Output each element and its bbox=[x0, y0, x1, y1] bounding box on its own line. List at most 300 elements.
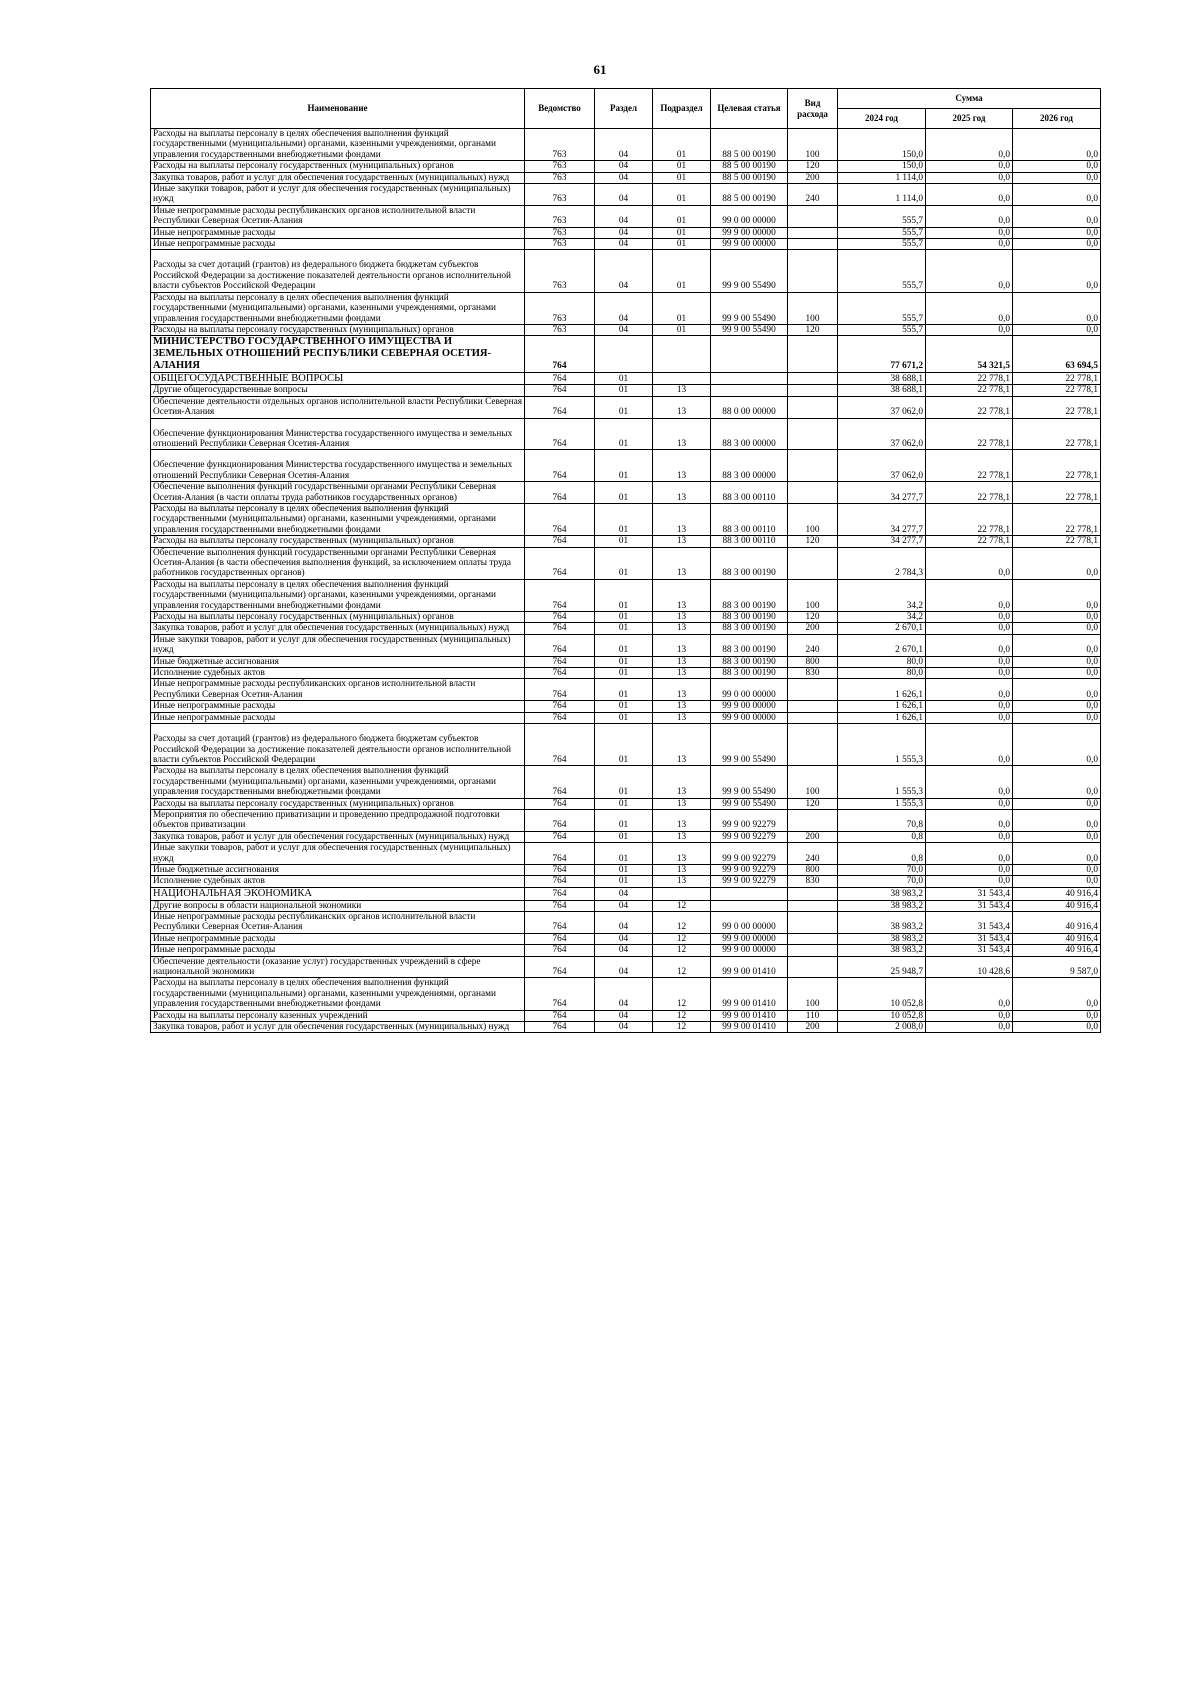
cell-vid bbox=[788, 239, 838, 250]
cell-sum-2024: 2 670,1 bbox=[838, 623, 926, 634]
cell-sum-2025: 0,0 bbox=[926, 324, 1013, 335]
cell-vedomstvo: 764 bbox=[525, 978, 595, 1010]
cell-vid bbox=[788, 887, 838, 900]
cell-tselevaya: 99 9 00 55490 bbox=[711, 724, 788, 766]
cell-razdel: 01 bbox=[595, 712, 653, 723]
cell-sum-2025: 0,0 bbox=[926, 668, 1013, 679]
cell-podrazdel: 13 bbox=[653, 724, 711, 766]
cell-razdel: 01 bbox=[595, 503, 653, 535]
cell-tselevaya: 88 3 00 00190 bbox=[711, 668, 788, 679]
cell-vid bbox=[788, 724, 838, 766]
cell-podrazdel bbox=[653, 887, 711, 900]
cell-sum-2026: 0,0 bbox=[1013, 292, 1101, 324]
cell-razdel: 04 bbox=[595, 978, 653, 1010]
cell-sum-2025: 0,0 bbox=[926, 227, 1013, 238]
cell-podrazdel: 01 bbox=[653, 292, 711, 324]
table-row bbox=[151, 712, 1101, 723]
cell-tselevaya: 99 9 00 00000 bbox=[711, 945, 788, 956]
cell-vedomstvo: 764 bbox=[525, 372, 595, 385]
cell-name: Исполнение судебных актов bbox=[151, 668, 525, 679]
col-2026: 2026 год bbox=[1013, 109, 1101, 129]
cell-vid: 100 bbox=[788, 766, 838, 798]
table-row bbox=[151, 239, 1101, 250]
cell-vid bbox=[788, 336, 838, 372]
cell-tselevaya: 88 3 00 00190 bbox=[711, 612, 788, 623]
cell-podrazdel: 01 bbox=[653, 184, 711, 206]
cell-sum-2024: 80,0 bbox=[838, 656, 926, 667]
cell-vedomstvo: 763 bbox=[525, 239, 595, 250]
cell-sum-2024: 1 626,1 bbox=[838, 701, 926, 712]
cell-vid bbox=[788, 809, 838, 831]
cell-podrazdel: 13 bbox=[653, 482, 711, 504]
cell-sum-2026: 22 778,1 bbox=[1013, 503, 1101, 535]
cell-sum-2026: 0,0 bbox=[1013, 656, 1101, 667]
cell-vedomstvo: 764 bbox=[525, 956, 595, 978]
cell-razdel: 01 bbox=[595, 701, 653, 712]
cell-sum-2025: 0,0 bbox=[926, 623, 1013, 634]
cell-sum-2024: 10 052,8 bbox=[838, 1010, 926, 1021]
cell-name: Расходы на выплаты персоналу государственных (муниципальных) органов bbox=[151, 324, 525, 335]
cell-tselevaya: 88 3 00 00000 bbox=[711, 450, 788, 482]
cell-tselevaya: 99 9 00 55490 bbox=[711, 292, 788, 324]
cell-name: ОБЩЕГОСУДАРСТВЕННЫЕ ВОПРОСЫ bbox=[151, 372, 525, 385]
cell-sum-2024: 37 062,0 bbox=[838, 396, 926, 418]
cell-razdel: 04 bbox=[595, 1022, 653, 1033]
cell-name: Иные закупки товаров, работ и услуг для обеспечения государственных (муниципальных) нужд bbox=[151, 184, 525, 206]
cell-razdel: 01 bbox=[595, 656, 653, 667]
cell-sum-2024: 555,7 bbox=[838, 227, 926, 238]
cell-name: Другие вопросы в области национальной экономики bbox=[151, 900, 525, 911]
col-vid: Вид расхода bbox=[788, 89, 838, 129]
cell-razdel: 01 bbox=[595, 809, 653, 831]
cell-vedomstvo: 763 bbox=[525, 172, 595, 183]
cell-sum-2026: 0,0 bbox=[1013, 239, 1101, 250]
cell-podrazdel: 01 bbox=[653, 129, 711, 161]
cell-sum-2024: 555,7 bbox=[838, 205, 926, 227]
cell-vid: 200 bbox=[788, 172, 838, 183]
cell-tselevaya: 88 3 00 00190 bbox=[711, 547, 788, 579]
cell-vedomstvo: 764 bbox=[525, 668, 595, 679]
cell-sum-2025: 0,0 bbox=[926, 1022, 1013, 1033]
table-row bbox=[151, 843, 1101, 865]
cell-vedomstvo: 764 bbox=[525, 679, 595, 701]
cell-vedomstvo: 764 bbox=[525, 656, 595, 667]
cell-razdel: 01 bbox=[595, 418, 653, 450]
cell-name: Обеспечение выполнения функций государственными органами Республики Северная Осетия-Алания (в части оплаты труда работников государственных органов) bbox=[151, 482, 525, 504]
page-number: 61 bbox=[593, 62, 607, 77]
cell-vid bbox=[788, 205, 838, 227]
cell-sum-2025: 31 543,4 bbox=[926, 945, 1013, 956]
cell-vedomstvo: 764 bbox=[525, 864, 595, 875]
cell-vid bbox=[788, 450, 838, 482]
cell-tselevaya: 99 9 00 55490 bbox=[711, 798, 788, 809]
cell-razdel: 01 bbox=[595, 482, 653, 504]
cell-sum-2026: 0,0 bbox=[1013, 205, 1101, 227]
cell-sum-2026: 40 916,4 bbox=[1013, 945, 1101, 956]
cell-sum-2025: 0,0 bbox=[926, 579, 1013, 611]
cell-sum-2024: 70,0 bbox=[838, 864, 926, 875]
cell-vedomstvo: 764 bbox=[525, 503, 595, 535]
col-vedomstvo: Ведомство bbox=[525, 89, 595, 129]
cell-vid bbox=[788, 385, 838, 396]
cell-podrazdel: 12 bbox=[653, 945, 711, 956]
cell-tselevaya: 99 9 00 55490 bbox=[711, 324, 788, 335]
cell-vid bbox=[788, 701, 838, 712]
cell-name: Расходы на выплаты персоналу в целях обеспечения выполнения функций государственными (муниципальными) органами, казенными учреждениями, органами управления государственными внебюджетными фондами bbox=[151, 129, 525, 161]
cell-vid bbox=[788, 956, 838, 978]
col-podrazdel: Подраздел bbox=[653, 89, 711, 129]
cell-podrazdel: 01 bbox=[653, 161, 711, 172]
cell-podrazdel: 13 bbox=[653, 579, 711, 611]
cell-vid: 240 bbox=[788, 843, 838, 865]
cell-sum-2024: 34,2 bbox=[838, 612, 926, 623]
cell-name: Расходы на выплаты персоналу в целях обеспечения выполнения функций государственными (муниципальными) органами, казенными учреждениями, органами управления государственными внебюджетными фондами bbox=[151, 978, 525, 1010]
col-2024: 2024 год bbox=[838, 109, 926, 129]
table-row bbox=[151, 668, 1101, 679]
cell-vedomstvo: 764 bbox=[525, 809, 595, 831]
cell-razdel: 04 bbox=[595, 1010, 653, 1021]
cell-name: Обеспечение деятельности отдельных органов исполнительной власти Республики Северная Осетия-Алания bbox=[151, 396, 525, 418]
cell-sum-2024: 37 062,0 bbox=[838, 418, 926, 450]
cell-sum-2025: 0,0 bbox=[926, 843, 1013, 865]
cell-sum-2025: 22 778,1 bbox=[926, 396, 1013, 418]
cell-tselevaya: 99 9 00 92279 bbox=[711, 864, 788, 875]
cell-tselevaya bbox=[711, 887, 788, 900]
cell-sum-2024: 1 555,3 bbox=[838, 724, 926, 766]
cell-podrazdel: 13 bbox=[653, 809, 711, 831]
cell-sum-2025: 0,0 bbox=[926, 184, 1013, 206]
cell-vid: 800 bbox=[788, 656, 838, 667]
table-row bbox=[151, 623, 1101, 634]
cell-vid: 100 bbox=[788, 978, 838, 1010]
cell-sum-2024: 34 277,7 bbox=[838, 482, 926, 504]
cell-razdel: 01 bbox=[595, 724, 653, 766]
cell-sum-2024: 1 555,3 bbox=[838, 766, 926, 798]
cell-razdel: 01 bbox=[595, 831, 653, 842]
cell-podrazdel: 12 bbox=[653, 933, 711, 944]
cell-vedomstvo: 764 bbox=[525, 634, 595, 656]
table-row bbox=[151, 129, 1101, 161]
cell-sum-2026: 0,0 bbox=[1013, 161, 1101, 172]
cell-vid bbox=[788, 933, 838, 944]
cell-podrazdel: 13 bbox=[653, 623, 711, 634]
cell-tselevaya: 88 5 00 00190 bbox=[711, 129, 788, 161]
cell-vedomstvo: 763 bbox=[525, 324, 595, 335]
cell-sum-2024: 38 983,2 bbox=[838, 911, 926, 933]
cell-sum-2024: 38 688,1 bbox=[838, 385, 926, 396]
cell-razdel: 04 bbox=[595, 250, 653, 292]
table-row bbox=[151, 336, 1101, 372]
cell-sum-2025: 54 321,5 bbox=[926, 336, 1013, 372]
cell-name: Расходы на выплаты персоналу в целях обеспечения выполнения функций государственными (муниципальными) органами, казенными учреждениями, органами управления государственными внебюджетными фондами bbox=[151, 766, 525, 798]
cell-sum-2026: 0,0 bbox=[1013, 843, 1101, 865]
cell-razdel: 04 bbox=[595, 933, 653, 944]
table-row bbox=[151, 887, 1101, 900]
cell-vid bbox=[788, 250, 838, 292]
cell-sum-2024: 1 626,1 bbox=[838, 679, 926, 701]
cell-tselevaya: 99 9 00 00000 bbox=[711, 227, 788, 238]
cell-sum-2026: 0,0 bbox=[1013, 809, 1101, 831]
cell-razdel: 01 bbox=[595, 547, 653, 579]
cell-tselevaya: 88 3 00 00110 bbox=[711, 536, 788, 547]
cell-tselevaya: 99 9 00 92279 bbox=[711, 809, 788, 831]
cell-vid bbox=[788, 482, 838, 504]
cell-name: Иные непрограммные расходы bbox=[151, 712, 525, 723]
cell-sum-2024: 34 277,7 bbox=[838, 503, 926, 535]
cell-sum-2025: 22 778,1 bbox=[926, 418, 1013, 450]
cell-tselevaya: 88 5 00 00190 bbox=[711, 184, 788, 206]
cell-sum-2026: 22 778,1 bbox=[1013, 482, 1101, 504]
cell-razdel: 04 bbox=[595, 227, 653, 238]
cell-podrazdel: 01 bbox=[653, 324, 711, 335]
cell-vid: 100 bbox=[788, 129, 838, 161]
cell-name: Иные непрограммные расходы bbox=[151, 945, 525, 956]
cell-sum-2024: 555,7 bbox=[838, 239, 926, 250]
cell-name: Расходы на выплаты персоналу в целях обеспечения выполнения функций государственными (муниципальными) органами, казенными учреждениями, органами управления государственными внебюджетными фондами bbox=[151, 579, 525, 611]
cell-name: НАЦИОНАЛЬНАЯ ЭКОНОМИКА bbox=[151, 887, 525, 900]
cell-sum-2026: 0,0 bbox=[1013, 679, 1101, 701]
cell-sum-2026: 0,0 bbox=[1013, 129, 1101, 161]
cell-sum-2024: 25 948,7 bbox=[838, 956, 926, 978]
cell-sum-2026: 0,0 bbox=[1013, 172, 1101, 183]
cell-vedomstvo: 764 bbox=[525, 536, 595, 547]
cell-sum-2024: 2 670,1 bbox=[838, 634, 926, 656]
cell-tselevaya: 88 0 00 00000 bbox=[711, 396, 788, 418]
cell-sum-2025: 0,0 bbox=[926, 831, 1013, 842]
cell-podrazdel: 13 bbox=[653, 701, 711, 712]
cell-name: Иные непрограммные расходы республиканских органов исполнительной власти Республики Северная Осетия-Алания bbox=[151, 205, 525, 227]
cell-name: Мероприятия по обеспечению приватизации и проведению предпродажной подготовки объектов приватизации bbox=[151, 809, 525, 831]
cell-sum-2025: 0,0 bbox=[926, 656, 1013, 667]
cell-podrazdel: 13 bbox=[653, 831, 711, 842]
cell-sum-2025: 22 778,1 bbox=[926, 482, 1013, 504]
cell-name: Обеспечение функционирования Министерства государственного имущества и земельных отношений Республики Северная Осетия-Алания bbox=[151, 450, 525, 482]
cell-razdel: 01 bbox=[595, 385, 653, 396]
cell-vedomstvo: 764 bbox=[525, 701, 595, 712]
cell-sum-2026: 0,0 bbox=[1013, 701, 1101, 712]
cell-sum-2026: 22 778,1 bbox=[1013, 418, 1101, 450]
col-tselevaya: Целевая статья bbox=[711, 89, 788, 129]
cell-vid: 120 bbox=[788, 798, 838, 809]
cell-podrazdel bbox=[653, 336, 711, 372]
cell-vid: 100 bbox=[788, 292, 838, 324]
cell-sum-2025: 0,0 bbox=[926, 1010, 1013, 1021]
cell-sum-2026: 0,0 bbox=[1013, 579, 1101, 611]
table-row bbox=[151, 1010, 1101, 1021]
cell-tselevaya: 99 9 00 01410 bbox=[711, 978, 788, 1010]
cell-sum-2026: 0,0 bbox=[1013, 978, 1101, 1010]
cell-tselevaya: 99 9 00 92279 bbox=[711, 843, 788, 865]
cell-sum-2025: 0,0 bbox=[926, 612, 1013, 623]
cell-sum-2024: 150,0 bbox=[838, 129, 926, 161]
cell-tselevaya: 99 9 00 01410 bbox=[711, 956, 788, 978]
cell-podrazdel: 13 bbox=[653, 536, 711, 547]
cell-name: Иные непрограммные расходы республиканских органов исполнительной власти Республики Северная Осетия-Алания bbox=[151, 679, 525, 701]
cell-vid: 100 bbox=[788, 503, 838, 535]
cell-vid: 120 bbox=[788, 612, 838, 623]
table-row bbox=[151, 701, 1101, 712]
cell-sum-2024: 38 983,2 bbox=[838, 887, 926, 900]
cell-vid: 200 bbox=[788, 623, 838, 634]
cell-tselevaya: 99 9 00 92279 bbox=[711, 831, 788, 842]
cell-podrazdel: 12 bbox=[653, 978, 711, 1010]
cell-vid: 240 bbox=[788, 184, 838, 206]
cell-vid: 240 bbox=[788, 634, 838, 656]
cell-name: МИНИСТЕРСТВО ГОСУДАРСТВЕННОГО ИМУЩЕСТВА И ЗЕМЕЛЬНЫХ ОТНОШЕНИЙ РЕСПУБЛИКИ СЕВЕРНАЯ ОСЕТИЯ-АЛАНИЯ bbox=[151, 336, 525, 372]
cell-sum-2024: 150,0 bbox=[838, 161, 926, 172]
cell-podrazdel: 13 bbox=[653, 385, 711, 396]
cell-sum-2026: 0,0 bbox=[1013, 1010, 1101, 1021]
table-row bbox=[151, 372, 1101, 385]
cell-name: Закупка товаров, работ и услуг для обеспечения государственных (муниципальных) нужд bbox=[151, 172, 525, 183]
cell-name: Обеспечение деятельности (оказание услуг) государственных учреждений в сфере национальной экономики bbox=[151, 956, 525, 978]
cell-vid bbox=[788, 372, 838, 385]
cell-podrazdel: 01 bbox=[653, 227, 711, 238]
cell-tselevaya: 88 3 00 00190 bbox=[711, 634, 788, 656]
cell-tselevaya: 88 3 00 00000 bbox=[711, 418, 788, 450]
cell-sum-2026: 0,0 bbox=[1013, 324, 1101, 335]
cell-vedomstvo: 764 bbox=[525, 900, 595, 911]
cell-tselevaya: 88 3 00 00110 bbox=[711, 503, 788, 535]
col-razdel: Раздел bbox=[595, 89, 653, 129]
cell-podrazdel: 13 bbox=[653, 396, 711, 418]
cell-razdel: 01 bbox=[595, 612, 653, 623]
table-row bbox=[151, 656, 1101, 667]
cell-vedomstvo: 764 bbox=[525, 933, 595, 944]
cell-sum-2026: 0,0 bbox=[1013, 250, 1101, 292]
cell-sum-2025: 22 778,1 bbox=[926, 372, 1013, 385]
cell-sum-2025: 0,0 bbox=[926, 205, 1013, 227]
cell-vid bbox=[788, 679, 838, 701]
cell-name: Иные бюджетные ассигнования bbox=[151, 864, 525, 875]
cell-razdel: 01 bbox=[595, 679, 653, 701]
cell-vid bbox=[788, 911, 838, 933]
cell-podrazdel: 13 bbox=[653, 843, 711, 865]
cell-razdel: 01 bbox=[595, 634, 653, 656]
cell-sum-2026: 0,0 bbox=[1013, 712, 1101, 723]
cell-podrazdel: 13 bbox=[653, 656, 711, 667]
table-row bbox=[151, 418, 1101, 450]
cell-vid: 120 bbox=[788, 536, 838, 547]
cell-sum-2024: 37 062,0 bbox=[838, 450, 926, 482]
table-row bbox=[151, 831, 1101, 842]
cell-tselevaya: 99 0 00 00000 bbox=[711, 205, 788, 227]
cell-sum-2024: 80,0 bbox=[838, 668, 926, 679]
cell-name: Исполнение судебных актов bbox=[151, 876, 525, 887]
cell-podrazdel: 13 bbox=[653, 798, 711, 809]
cell-name: Расходы на выплаты персоналу в целях обеспечения выполнения функций государственными (муниципальными) органами, казенными учреждениями, органами управления государственными внебюджетными фондами bbox=[151, 292, 525, 324]
cell-razdel: 04 bbox=[595, 900, 653, 911]
cell-sum-2024: 77 671,2 bbox=[838, 336, 926, 372]
cell-name: Иные закупки товаров, работ и услуг для обеспечения государственных (муниципальных) нужд bbox=[151, 634, 525, 656]
cell-vedomstvo: 764 bbox=[525, 396, 595, 418]
cell-vid: 120 bbox=[788, 161, 838, 172]
table-row bbox=[151, 956, 1101, 978]
table-row bbox=[151, 172, 1101, 183]
cell-vid bbox=[788, 712, 838, 723]
cell-sum-2024: 1 114,0 bbox=[838, 184, 926, 206]
cell-podrazdel: 13 bbox=[653, 634, 711, 656]
table-row bbox=[151, 184, 1101, 206]
cell-vid bbox=[788, 900, 838, 911]
cell-sum-2025: 0,0 bbox=[926, 876, 1013, 887]
cell-razdel: 04 bbox=[595, 887, 653, 900]
cell-name: Иные бюджетные ассигнования bbox=[151, 656, 525, 667]
cell-sum-2025: 31 543,4 bbox=[926, 900, 1013, 911]
cell-vid: 800 bbox=[788, 864, 838, 875]
cell-razdel: 01 bbox=[595, 766, 653, 798]
cell-podrazdel: 13 bbox=[653, 547, 711, 579]
cell-sum-2026: 0,0 bbox=[1013, 227, 1101, 238]
cell-vid bbox=[788, 547, 838, 579]
table-row bbox=[151, 798, 1101, 809]
cell-tselevaya: 99 9 00 01410 bbox=[711, 1010, 788, 1021]
cell-podrazdel: 13 bbox=[653, 679, 711, 701]
cell-sum-2026: 0,0 bbox=[1013, 766, 1101, 798]
budget-table bbox=[150, 88, 1101, 1033]
cell-razdel: 01 bbox=[595, 864, 653, 875]
col-summa: Сумма bbox=[838, 89, 1101, 109]
cell-podrazdel: 13 bbox=[653, 668, 711, 679]
cell-vedomstvo: 764 bbox=[525, 418, 595, 450]
cell-name: Расходы на выплаты персоналу государственных (муниципальных) органов bbox=[151, 536, 525, 547]
cell-vedomstvo: 764 bbox=[525, 547, 595, 579]
cell-name: Иные непрограммные расходы bbox=[151, 239, 525, 250]
cell-tselevaya: 99 9 00 92279 bbox=[711, 876, 788, 887]
cell-podrazdel: 13 bbox=[653, 418, 711, 450]
cell-razdel: 04 bbox=[595, 205, 653, 227]
cell-tselevaya: 99 9 00 00000 bbox=[711, 701, 788, 712]
cell-podrazdel: 13 bbox=[653, 766, 711, 798]
cell-razdel: 01 bbox=[595, 396, 653, 418]
cell-vid bbox=[788, 396, 838, 418]
cell-vedomstvo: 764 bbox=[525, 1010, 595, 1021]
table-row bbox=[151, 634, 1101, 656]
cell-sum-2026: 0,0 bbox=[1013, 612, 1101, 623]
cell-vid: 110 bbox=[788, 1010, 838, 1021]
cell-sum-2026: 0,0 bbox=[1013, 876, 1101, 887]
cell-sum-2026: 22 778,1 bbox=[1013, 536, 1101, 547]
cell-razdel: 01 bbox=[595, 668, 653, 679]
cell-vedomstvo: 764 bbox=[525, 843, 595, 865]
cell-podrazdel: 01 bbox=[653, 205, 711, 227]
cell-sum-2025: 0,0 bbox=[926, 809, 1013, 831]
table-row bbox=[151, 547, 1101, 579]
cell-name: Расходы на выплаты персоналу государственных (муниципальных) органов bbox=[151, 612, 525, 623]
cell-sum-2025: 0,0 bbox=[926, 798, 1013, 809]
cell-name: Закупка товаров, работ и услуг для обеспечения государственных (муниципальных) нужд bbox=[151, 1022, 525, 1033]
cell-vid: 100 bbox=[788, 579, 838, 611]
cell-vedomstvo: 763 bbox=[525, 250, 595, 292]
cell-razdel: 04 bbox=[595, 911, 653, 933]
cell-podrazdel: 12 bbox=[653, 911, 711, 933]
cell-podrazdel: 12 bbox=[653, 956, 711, 978]
cell-podrazdel: 13 bbox=[653, 612, 711, 623]
cell-sum-2026: 0,0 bbox=[1013, 547, 1101, 579]
cell-razdel: 04 bbox=[595, 129, 653, 161]
cell-sum-2025: 0,0 bbox=[926, 766, 1013, 798]
cell-name: Расходы за счет дотаций (грантов) из федерального бюджета бюджетам субъектов Российской Федерации за достижение показателей деятельности органов исполнительной власти субъектов Российской Федерации bbox=[151, 250, 525, 292]
cell-sum-2024: 1 555,3 bbox=[838, 798, 926, 809]
cell-podrazdel: 01 bbox=[653, 239, 711, 250]
cell-vedomstvo: 764 bbox=[525, 612, 595, 623]
cell-sum-2025: 0,0 bbox=[926, 161, 1013, 172]
cell-sum-2025: 22 778,1 bbox=[926, 503, 1013, 535]
cell-vedomstvo: 764 bbox=[525, 623, 595, 634]
cell-vedomstvo: 764 bbox=[525, 1022, 595, 1033]
cell-podrazdel: 13 bbox=[653, 503, 711, 535]
table-row bbox=[151, 809, 1101, 831]
